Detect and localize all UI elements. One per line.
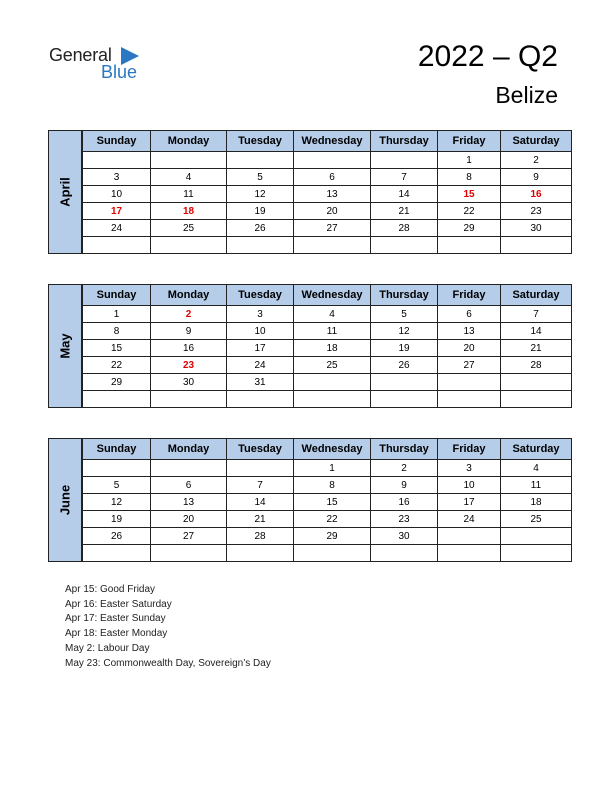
day-cell bbox=[83, 152, 151, 169]
week-row bbox=[83, 460, 572, 477]
holiday-item: Apr 16: Easter Saturday bbox=[65, 598, 172, 610]
day-cell bbox=[438, 237, 501, 254]
weekday-header: Sunday bbox=[83, 285, 151, 306]
day-cell bbox=[294, 237, 371, 254]
calendar-table bbox=[82, 438, 572, 562]
country-name: Belize bbox=[495, 82, 558, 108]
day-cell: 22 bbox=[83, 357, 151, 374]
weekday-header: Friday bbox=[438, 439, 501, 460]
weekday-header: Tuesday bbox=[227, 439, 294, 460]
day-cell bbox=[501, 237, 572, 254]
day-cell: 29 bbox=[294, 528, 371, 545]
day-cell: 7 bbox=[371, 169, 438, 186]
day-cell: 15 bbox=[438, 186, 501, 203]
day-cell bbox=[501, 545, 572, 562]
week-row bbox=[83, 340, 572, 357]
weekday-header: Saturday bbox=[501, 439, 572, 460]
day-cell: 1 bbox=[438, 152, 501, 169]
holiday-item: Apr 17: Easter Sunday bbox=[65, 613, 166, 625]
day-cell: 1 bbox=[294, 460, 371, 477]
week-row bbox=[83, 528, 572, 545]
day-cell bbox=[151, 152, 227, 169]
day-cell: 6 bbox=[294, 169, 371, 186]
day-cell: 31 bbox=[227, 374, 294, 391]
day-cell: 20 bbox=[294, 203, 371, 220]
day-cell: 13 bbox=[294, 186, 371, 203]
day-cell: 4 bbox=[501, 460, 572, 477]
weekday-header: Friday bbox=[438, 285, 501, 306]
logo-general-text: General bbox=[49, 45, 112, 65]
day-cell: 14 bbox=[371, 186, 438, 203]
weekday-header: Tuesday bbox=[227, 131, 294, 152]
day-cell bbox=[371, 391, 438, 408]
weekday-header: Tuesday bbox=[227, 285, 294, 306]
week-row bbox=[83, 237, 572, 254]
day-cell bbox=[438, 374, 501, 391]
day-cell: 1 bbox=[83, 306, 151, 323]
week-row bbox=[83, 152, 572, 169]
day-cell: 29 bbox=[438, 220, 501, 237]
logo-blue-text: Blue bbox=[101, 62, 138, 82]
day-cell: 23 bbox=[501, 203, 572, 220]
holiday-item: Apr 15: Good Friday bbox=[65, 584, 156, 595]
month-calendar-june bbox=[48, 438, 564, 564]
holiday-list bbox=[65, 583, 271, 671]
week-row bbox=[83, 511, 572, 528]
month-label bbox=[48, 438, 82, 562]
day-cell: 27 bbox=[294, 220, 371, 237]
weekday-header: Thursday bbox=[371, 439, 438, 460]
day-cell: 13 bbox=[151, 494, 227, 511]
day-cell: 3 bbox=[227, 306, 294, 323]
day-cell: 8 bbox=[83, 323, 151, 340]
day-cell: 21 bbox=[227, 511, 294, 528]
day-cell bbox=[151, 237, 227, 254]
day-cell: 20 bbox=[438, 340, 501, 357]
day-cell bbox=[83, 391, 151, 408]
day-cell: 7 bbox=[227, 477, 294, 494]
week-row bbox=[83, 545, 572, 562]
day-cell: 27 bbox=[151, 528, 227, 545]
day-cell: 14 bbox=[227, 494, 294, 511]
weekday-header: Saturday bbox=[501, 285, 572, 306]
day-cell: 17 bbox=[227, 340, 294, 357]
weekday-header-row bbox=[83, 285, 572, 306]
day-cell: 29 bbox=[83, 374, 151, 391]
day-cell: 4 bbox=[151, 169, 227, 186]
day-cell bbox=[227, 237, 294, 254]
day-cell: 16 bbox=[151, 340, 227, 357]
day-cell: 17 bbox=[438, 494, 501, 511]
day-cell: 13 bbox=[438, 323, 501, 340]
weekday-header: Friday bbox=[438, 131, 501, 152]
month-name: June bbox=[57, 484, 73, 516]
week-row bbox=[83, 323, 572, 340]
day-cell: 23 bbox=[151, 357, 227, 374]
day-cell: 15 bbox=[294, 494, 371, 511]
day-cell: 11 bbox=[501, 477, 572, 494]
calendar-table bbox=[82, 284, 572, 408]
day-cell: 15 bbox=[83, 340, 151, 357]
day-cell: 28 bbox=[501, 357, 572, 374]
day-cell bbox=[371, 374, 438, 391]
month-calendar-april bbox=[48, 130, 564, 256]
day-cell bbox=[438, 391, 501, 408]
day-cell bbox=[151, 460, 227, 477]
week-row bbox=[83, 477, 572, 494]
day-cell: 18 bbox=[501, 494, 572, 511]
day-cell bbox=[83, 460, 151, 477]
day-cell: 24 bbox=[83, 220, 151, 237]
day-cell: 11 bbox=[151, 186, 227, 203]
day-cell: 24 bbox=[227, 357, 294, 374]
day-cell: 16 bbox=[501, 186, 572, 203]
week-row bbox=[83, 169, 572, 186]
day-cell: 4 bbox=[294, 306, 371, 323]
day-cell: 8 bbox=[294, 477, 371, 494]
month-name: April bbox=[57, 177, 73, 207]
day-cell: 6 bbox=[438, 306, 501, 323]
weekday-header-row bbox=[83, 131, 572, 152]
day-cell: 5 bbox=[83, 477, 151, 494]
day-cell bbox=[438, 545, 501, 562]
day-cell: 5 bbox=[227, 169, 294, 186]
day-cell: 3 bbox=[83, 169, 151, 186]
week-row bbox=[83, 203, 572, 220]
day-cell bbox=[151, 545, 227, 562]
day-cell: 24 bbox=[438, 511, 501, 528]
day-cell: 2 bbox=[371, 460, 438, 477]
day-cell: 25 bbox=[501, 511, 572, 528]
day-cell: 26 bbox=[227, 220, 294, 237]
day-cell: 11 bbox=[294, 323, 371, 340]
day-cell: 26 bbox=[83, 528, 151, 545]
weekday-header: Sunday bbox=[83, 131, 151, 152]
weekday-header: Wednesday bbox=[294, 285, 371, 306]
week-row bbox=[83, 357, 572, 374]
day-cell: 8 bbox=[438, 169, 501, 186]
day-cell: 16 bbox=[371, 494, 438, 511]
holiday-item: Apr 18: Easter Monday bbox=[65, 628, 168, 640]
weekday-header: Wednesday bbox=[294, 131, 371, 152]
month-name: May bbox=[57, 333, 73, 359]
month-calendar-may bbox=[48, 284, 564, 410]
day-cell: 28 bbox=[227, 528, 294, 545]
day-cell bbox=[227, 152, 294, 169]
day-cell: 17 bbox=[83, 203, 151, 220]
day-cell: 19 bbox=[227, 203, 294, 220]
day-cell: 3 bbox=[438, 460, 501, 477]
day-cell: 19 bbox=[371, 340, 438, 357]
day-cell bbox=[371, 152, 438, 169]
day-cell bbox=[151, 391, 227, 408]
weekday-header: Monday bbox=[151, 439, 227, 460]
week-row bbox=[83, 374, 572, 391]
day-cell: 30 bbox=[371, 528, 438, 545]
day-cell bbox=[83, 545, 151, 562]
day-cell: 18 bbox=[294, 340, 371, 357]
day-cell bbox=[294, 152, 371, 169]
week-row bbox=[83, 186, 572, 203]
day-cell: 9 bbox=[501, 169, 572, 186]
day-cell bbox=[294, 545, 371, 562]
day-cell: 10 bbox=[227, 323, 294, 340]
day-cell: 22 bbox=[294, 511, 371, 528]
day-cell: 14 bbox=[501, 323, 572, 340]
day-cell bbox=[294, 391, 371, 408]
day-cell bbox=[438, 528, 501, 545]
day-cell: 12 bbox=[227, 186, 294, 203]
day-cell: 5 bbox=[371, 306, 438, 323]
day-cell: 30 bbox=[151, 374, 227, 391]
day-cell: 7 bbox=[501, 306, 572, 323]
day-cell: 26 bbox=[371, 357, 438, 374]
weekday-header: Thursday bbox=[371, 131, 438, 152]
day-cell: 18 bbox=[151, 203, 227, 220]
day-cell bbox=[227, 545, 294, 562]
day-cell bbox=[227, 391, 294, 408]
day-cell bbox=[501, 374, 572, 391]
day-cell: 25 bbox=[294, 357, 371, 374]
day-cell: 28 bbox=[371, 220, 438, 237]
page-title: 2022 – Q2 bbox=[417, 40, 558, 73]
week-row bbox=[83, 494, 572, 511]
day-cell: 9 bbox=[151, 323, 227, 340]
weekday-header: Sunday bbox=[83, 439, 151, 460]
generalblue-logo bbox=[49, 45, 149, 85]
day-cell: 21 bbox=[501, 340, 572, 357]
calendar-table bbox=[82, 130, 572, 254]
day-cell: 20 bbox=[151, 511, 227, 528]
day-cell bbox=[501, 528, 572, 545]
day-cell bbox=[371, 237, 438, 254]
day-cell bbox=[294, 374, 371, 391]
day-cell: 12 bbox=[83, 494, 151, 511]
holiday-item: May 2: Labour Day bbox=[65, 642, 150, 654]
month-label bbox=[48, 130, 82, 254]
day-cell: 2 bbox=[151, 306, 227, 323]
weekday-header-row bbox=[83, 439, 572, 460]
day-cell: 12 bbox=[371, 323, 438, 340]
day-cell bbox=[83, 237, 151, 254]
day-cell: 2 bbox=[501, 152, 572, 169]
day-cell: 19 bbox=[83, 511, 151, 528]
day-cell: 21 bbox=[371, 203, 438, 220]
day-cell bbox=[227, 460, 294, 477]
week-row bbox=[83, 220, 572, 237]
day-cell: 25 bbox=[151, 220, 227, 237]
day-cell: 27 bbox=[438, 357, 501, 374]
weekday-header: Monday bbox=[151, 131, 227, 152]
day-cell bbox=[371, 545, 438, 562]
day-cell: 10 bbox=[83, 186, 151, 203]
weekday-header: Thursday bbox=[371, 285, 438, 306]
day-cell: 6 bbox=[151, 477, 227, 494]
day-cell: 10 bbox=[438, 477, 501, 494]
day-cell: 30 bbox=[501, 220, 572, 237]
holiday-item: May 23: Commonwealth Day, Sovereign’s Day bbox=[65, 657, 271, 669]
weekday-header: Wednesday bbox=[294, 439, 371, 460]
day-cell: 22 bbox=[438, 203, 501, 220]
day-cell: 23 bbox=[371, 511, 438, 528]
weekday-header: Saturday bbox=[501, 131, 572, 152]
month-label bbox=[48, 284, 82, 408]
week-row bbox=[83, 391, 572, 408]
day-cell: 9 bbox=[371, 477, 438, 494]
day-cell bbox=[501, 391, 572, 408]
week-row bbox=[83, 306, 572, 323]
weekday-header: Monday bbox=[151, 285, 227, 306]
